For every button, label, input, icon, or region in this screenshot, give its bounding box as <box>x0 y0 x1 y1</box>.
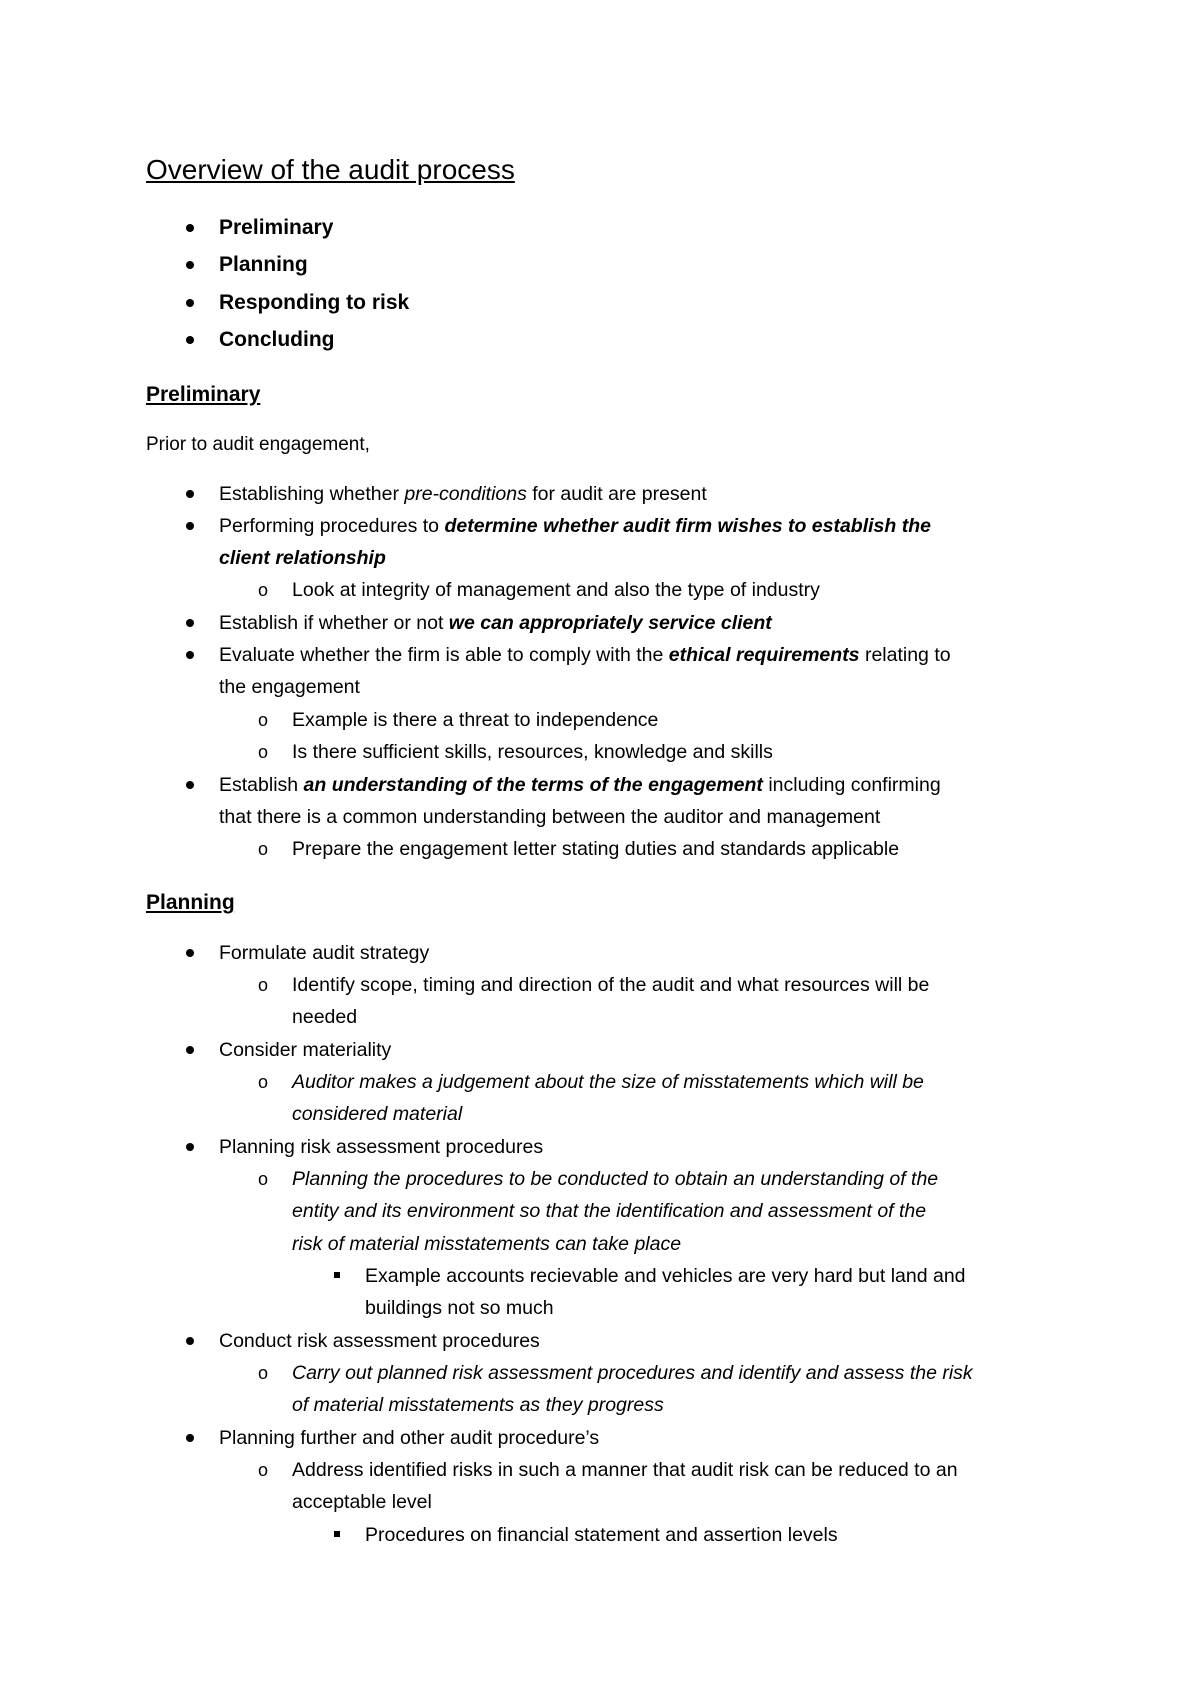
circle-bullet-icon: o <box>258 1363 269 1383</box>
bullet-icon <box>186 261 194 269</box>
bullet-icon <box>186 336 194 344</box>
section-heading-planning: Planning <box>146 891 235 914</box>
page-title: Overview of the audit process <box>146 154 515 185</box>
bullet-icon <box>186 781 194 789</box>
bullet-icon <box>186 224 194 232</box>
square-bullet-icon <box>334 1272 340 1278</box>
circle-bullet-icon: o <box>258 839 269 859</box>
circle-bullet-icon: o <box>258 710 269 730</box>
bullet-icon <box>186 619 194 627</box>
document-page: Overview of the audit process Preliminary Planning Responding to risk Concluding Preliminary Prior to audit engagement, Establishing whether pre-conditions for audit are present Performing procedures to determine whether audit firm wishes to establish the client relationship o Look at integrity of management and also the type of industry Establish if whether or not we can appropriately service client Evaluate whether the firm is able to comply with the ethical requirements relating to the engagement o Example is there a threat to independence o Is there sufficient skills, resources, knowledge and skills Establish an understanding of the terms of the engagement including confirming that there is a common understanding between the auditor and management o Prepare the engagement letter stating duties and standards applicable Planning Formulate audit strategy o Identify scope, timing and direction of the audit and what resources will be needed Consider materiality o Auditor makes a judgement about the size of misstatements which will be considered material Planning risk assessment procedures o Planning the procedures to be conducted to obtain an understanding of the entity and its environment so that the identification and assessment of the risk of material misstatements can take place Example accounts recievable and vehicles are very hard but land and buildings not so much Conduct risk assessment procedures o Carry out planned risk assessment procedures and identify and assess the risk of material misstatements as they progress Planning further and other audit procedure’s o Address identified risks in such a manner that audit risk can be reduced to an acceptable level Procedures on financial statement and assertion levels <box>0 0 1200 1698</box>
section-heading-preliminary: Preliminary <box>146 383 261 406</box>
circle-bullet-icon: o <box>258 1169 269 1189</box>
circle-bullet-icon: o <box>258 1072 269 1092</box>
bullet-icon <box>186 522 194 530</box>
preliminary-intro: Prior to audit engagement, <box>146 434 370 455</box>
bullet-icon <box>186 1434 194 1442</box>
circle-bullet-icon: o <box>258 580 269 600</box>
bullet-icon <box>186 1337 194 1345</box>
bullet-icon <box>186 1143 194 1151</box>
bullet-icon <box>186 949 194 957</box>
square-bullet-icon <box>334 1531 340 1537</box>
circle-bullet-icon: o <box>258 975 269 995</box>
bullet-icon <box>186 651 194 659</box>
bullet-icon <box>186 1046 194 1054</box>
circle-bullet-icon: o <box>258 742 269 762</box>
bullet-icon <box>186 299 194 307</box>
circle-bullet-icon: o <box>258 1460 269 1480</box>
bullet-icon <box>186 490 194 498</box>
